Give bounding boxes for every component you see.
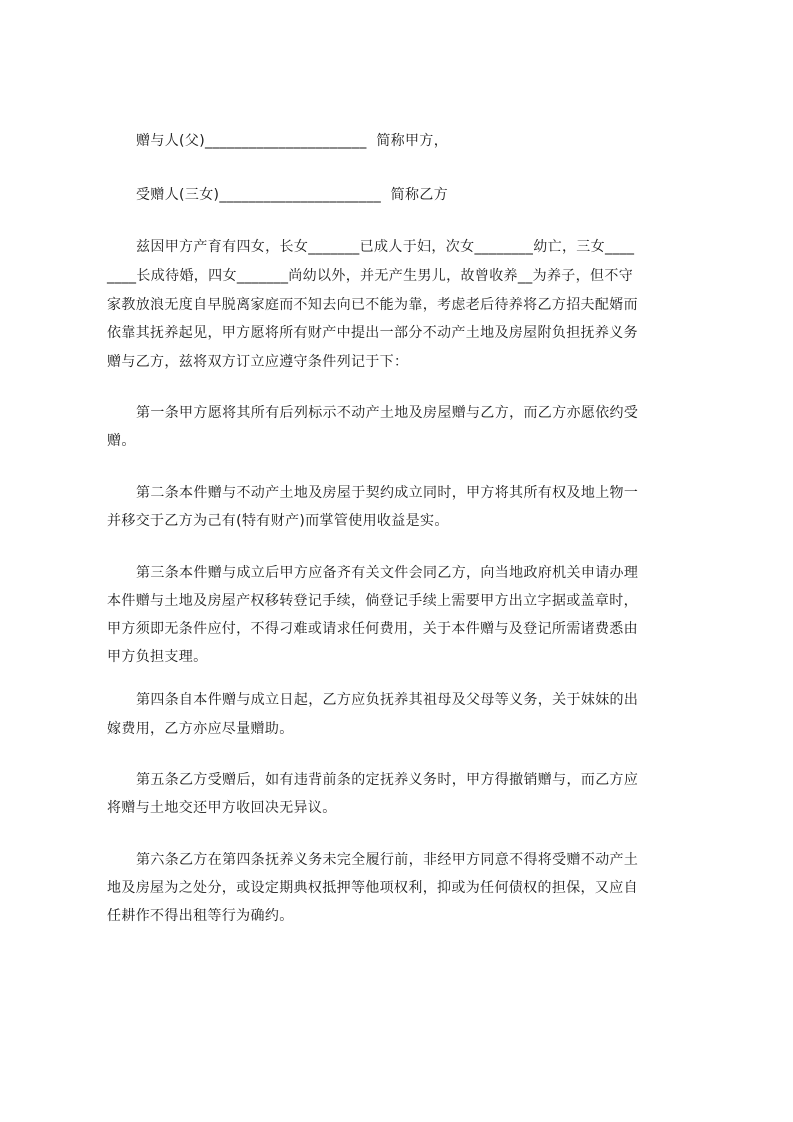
article-5-line-1: 第五条乙方受赠后，如有违背前条的定抚养义务时，甲方得撤销赠与，而乙方应 <box>136 772 639 788</box>
article-3-line-3: 甲方须即无条件应付，不得刁难或请求任何费用，关于本件赠与及登记所需诸费悉由 <box>107 621 638 637</box>
article-6-line-1: 第六条乙方在第四条抚养义务未完全履行前，非经甲方同意不得将受赠不动产土 <box>136 852 639 868</box>
intro-line-1: 兹因甲方产育有四女，长女_______已成人于妇，次女________幼亡，三女____ <box>136 239 635 255</box>
article-3-line-1: 第三条本件赠与成立后甲方应备齐有关文件会同乙方，向当地政府机关申请办理 <box>136 565 639 581</box>
article-5-line-2: 将赠与土地交还甲方收回决无异议。 <box>107 800 337 816</box>
article-1-line-2: 赠。 <box>107 433 136 449</box>
intro-line-2: ____长成待婚，四女_______尚幼以外，并无产生男儿，故曾收养__为养子，但不守 <box>107 268 634 284</box>
donee-line: 受赠人(三女)______________________ 简称乙方 <box>136 187 449 203</box>
intro-line-4: 依靠其抚养起见，甲方愿将所有财产中提出一部分不动产土地及房屋附负担抚养义务 <box>107 325 638 341</box>
article-6-line-3: 任耕作不得出租等行为确约。 <box>107 908 294 924</box>
article-3-line-2: 本件赠与土地及房屋产权移转登记手续，倘登记手续上需要甲方出立字据或盖章时， <box>107 593 638 609</box>
article-4-line-2: 嫁费用，乙方亦应尽量赠助。 <box>107 721 294 737</box>
article-1-line-1: 第一条甲方愿将其所有后列标示不动产土地及房屋赠与乙方，而乙方亦愿依约受 <box>136 405 639 421</box>
article-3-line-4: 甲方负担支理。 <box>107 649 208 665</box>
article-2-line-1: 第二条本件赠与不动产土地及房屋于契约成立同时，甲方将其所有权及地上物一 <box>136 485 639 501</box>
article-4-line-1: 第四条自本件赠与成立日起，乙方应负抚养其祖母及父母等义务，关于妹妹的出 <box>136 692 639 708</box>
article-2-line-2: 并移交于乙方为己有(特有财产)而掌管使用收益是实。 <box>107 513 449 529</box>
article-6-line-2: 地及房屋为之处分，或设定期典权抵押等他项权利，抑或为任何债权的担保，又应自 <box>107 880 638 896</box>
intro-line-3: 家教放浪无度自早脱离家庭而不知去向已不能为靠，考虑老后待养将乙方招夫配婿而 <box>107 297 638 313</box>
intro-line-5: 赠与乙方，兹将双方订立应遵守条件列记于下： <box>107 354 409 370</box>
donor-line: 赠与人(父)______________________ 简称甲方， <box>136 133 449 149</box>
